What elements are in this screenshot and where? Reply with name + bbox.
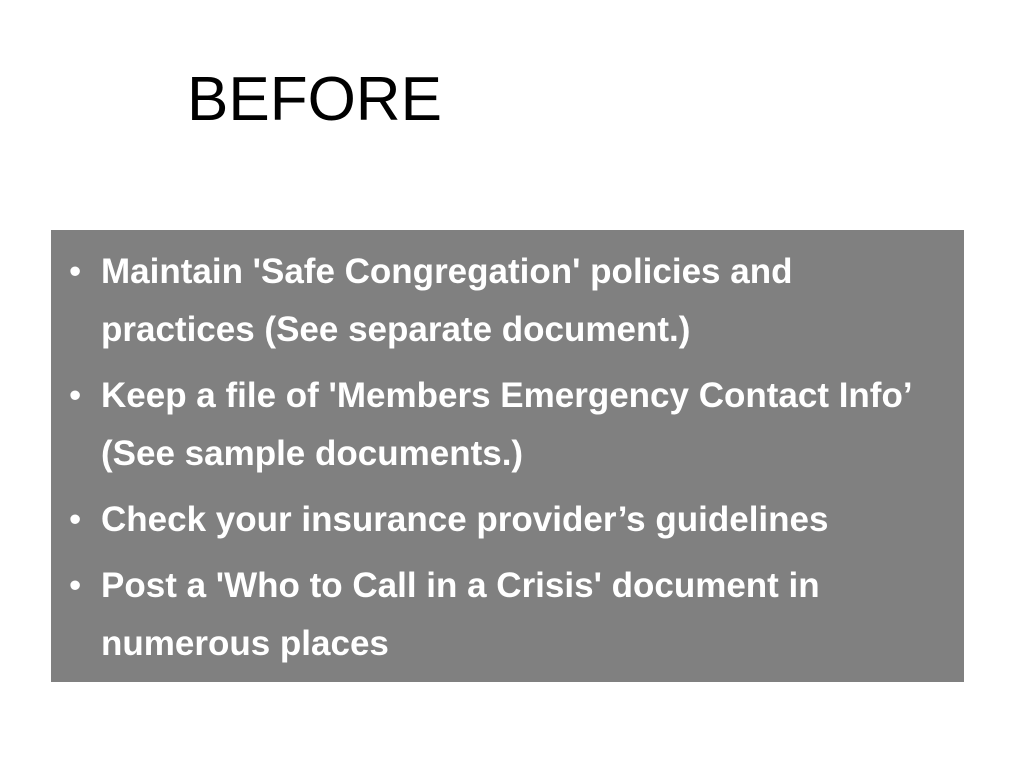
bullet-item bbox=[61, 557, 948, 673]
bullet-glyph: • bbox=[69, 566, 82, 605]
bullet-text: Keep a file of 'Members Emergency Contact Info’ (See sample documents.) bbox=[101, 376, 911, 473]
content-box bbox=[51, 230, 964, 682]
bullet-list bbox=[61, 243, 948, 673]
bullet-text: Check your insurance provider’s guidelines bbox=[101, 500, 829, 539]
bullet-text: Post a 'Who to Call in a Crisis' document in numerous places bbox=[101, 566, 820, 663]
bullet-item bbox=[61, 243, 948, 359]
bullet-glyph: • bbox=[69, 500, 82, 539]
bullet-item bbox=[61, 491, 948, 549]
bullet-glyph: • bbox=[69, 376, 82, 415]
bullet-text: Maintain 'Safe Congregation' policies and practices (See separate document.) bbox=[101, 252, 793, 349]
bullet-glyph: • bbox=[69, 252, 82, 291]
slide-title: BEFORE bbox=[187, 65, 442, 134]
bullet-item bbox=[61, 367, 948, 483]
